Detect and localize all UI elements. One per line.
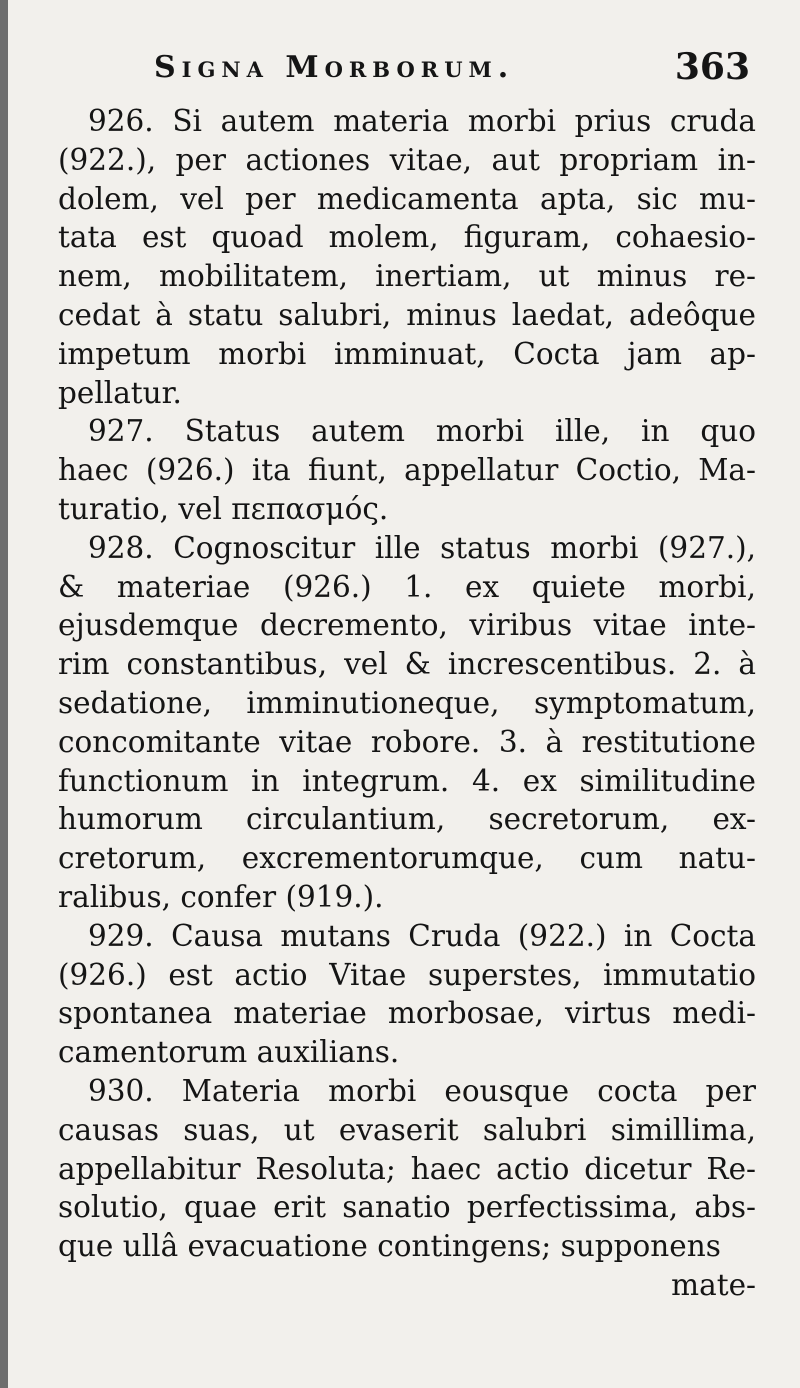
text-line: cretorum, excrementorumque, cum natu- — [58, 841, 756, 876]
text-line: (922.), per actiones vitae, aut propriam in- — [58, 142, 756, 177]
text-line: & materiae (926.) 1. ex quiete morbi, — [58, 569, 756, 604]
text-line: turatio, vel πεπασμός. — [58, 491, 389, 526]
text-line: dolem, vel per medicamenta apta, sic mu- — [58, 181, 756, 216]
text-line: solutio, quae erit sanatio perfectissima, abs- — [58, 1190, 756, 1225]
text-line: 929. Causa mutans Cruda (922.) in Cocta — [88, 918, 756, 953]
text-line: tata est quoad molem, figuram, cohaesio- — [58, 220, 756, 255]
running-head: Signa Morborum. — [154, 50, 515, 85]
text-line: 928. Cognoscitur ille status morbi (927.), — [88, 530, 756, 565]
text-line: (926.) est actio Vitae superstes, immutatio — [58, 957, 756, 992]
catchword: mate- — [671, 1267, 756, 1302]
text-line: concomitante vitae robore. 3. à restitutione — [58, 724, 756, 759]
paragraph — [58, 1072, 756, 1266]
text-line: humorum circulantium, secretorum, ex- — [58, 802, 756, 837]
text-line: rim constantibus, vel & increscentibus. 2. à — [58, 647, 756, 682]
text-line: sedatione, imminutioneque, symptomatum, — [58, 685, 756, 720]
text-line: camentorum auxilians. — [58, 1035, 400, 1070]
text-line: ralibus, confer (919.). — [58, 879, 384, 914]
book-page — [8, 0, 800, 1388]
text-line: nem, mobilitatem, inertiam, ut minus re- — [58, 259, 756, 294]
paragraph — [58, 917, 756, 1072]
page-header — [58, 40, 756, 96]
page-number: 363 — [674, 46, 750, 88]
text-line: functionum in integrum. 4. ex similitudine — [58, 763, 756, 798]
text-line: spontanea materiae morbosae, virtus medi- — [58, 996, 756, 1031]
paragraph — [58, 529, 756, 917]
paragraph — [58, 412, 756, 528]
text-line: 930. Materia morbi eousque cocta per — [88, 1073, 756, 1108]
text-line: impetum morbi imminuat, Cocta jam ap- — [58, 336, 756, 371]
text-line: causas suas, ut evaserit salubri simillima, — [58, 1112, 756, 1147]
text-line: que ullâ evacuatione contingens; supponens — [58, 1229, 721, 1264]
text-line: haec (926.) ita fiunt, appellatur Coctio, Ma- — [58, 453, 756, 488]
text-line: appellabitur Resoluta; haec actio dicetur Re- — [58, 1151, 756, 1186]
text-line: pellatur. — [58, 375, 182, 410]
text-line: cedat à statu salubri, minus laedat, adeôque — [58, 297, 756, 332]
text-line: ejusdemque decremento, viribus vitae inte- — [58, 608, 756, 643]
paragraph — [58, 102, 756, 412]
body-text — [58, 102, 756, 1266]
text-line: 927. Status autem morbi ille, in quo — [88, 414, 756, 449]
text-line: 926. Si autem materia morbi prius cruda — [88, 104, 756, 138]
